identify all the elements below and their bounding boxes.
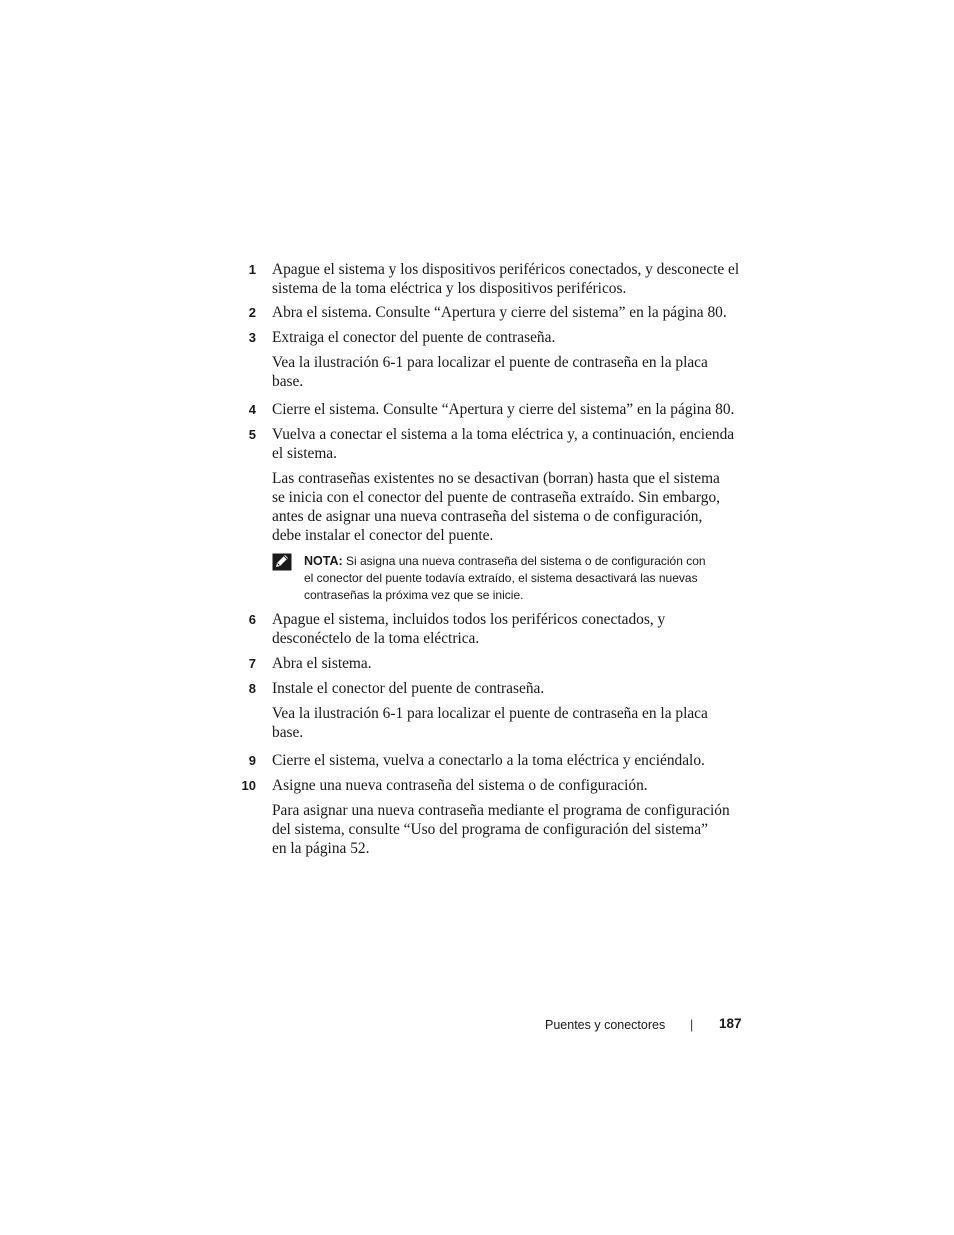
step-number: 9 xyxy=(248,753,256,768)
step-text xyxy=(272,425,742,463)
step-text xyxy=(272,400,742,419)
step-number: 10 xyxy=(241,778,256,793)
text-line: sistema de la toma eléctrica y los dispositivos periféricos. xyxy=(272,280,627,297)
step-text xyxy=(272,679,742,698)
text-line: Abra el sistema. Consulte “Apertura y cierre del sistema” en la página 80. xyxy=(272,304,727,321)
step-number: 1 xyxy=(248,262,256,277)
step-number: 4 xyxy=(248,402,256,417)
footer-section-title: Puentes y conectores xyxy=(545,1018,666,1032)
text-line: desconéctelo de la toma eléctrica. xyxy=(272,630,480,647)
pencil-note-icon xyxy=(272,553,292,571)
step-text xyxy=(272,776,742,795)
text-line: el sistema. xyxy=(272,445,337,462)
text-line: del sistema, consulte “Uso del programa de configuración del sistema” xyxy=(272,821,708,838)
text-line: se inicia con el conector del puente de contraseña extraído. Sin embargo, xyxy=(272,489,721,506)
step-number: 2 xyxy=(248,305,256,320)
note-line: Si asigna una nueva contraseña del sistema o de configuración con xyxy=(346,554,706,568)
text-line: Apague el sistema y los dispositivos periféricos conectados, y desconecte el xyxy=(272,261,740,278)
text-line: Instale el conector del puente de contraseña. xyxy=(272,680,545,697)
text-line: debe instalar el conector del puente. xyxy=(272,527,494,544)
text-line: Vea la ilustración 6-1 para localizar el puente de contraseña en la placa xyxy=(272,705,708,722)
text-line: Cierre el sistema. Consulte “Apertura y cierre del sistema” en la página 80. xyxy=(272,401,735,418)
step-text xyxy=(272,328,742,347)
paragraph xyxy=(272,801,742,858)
text-line: Extraiga el conector del puente de contraseña. xyxy=(272,329,556,346)
step-text xyxy=(272,610,742,648)
step-number: 8 xyxy=(248,681,256,696)
paragraph xyxy=(272,469,742,545)
text-line: antes de asignar una nueva contraseña del sistema o de configuración, xyxy=(272,508,703,525)
step-text xyxy=(272,654,742,673)
footer-separator: | xyxy=(690,1018,694,1032)
text-line: en la página 52. xyxy=(272,840,370,857)
text-line: Vuelva a conectar el sistema a la toma eléctrica y, a continuación, encienda xyxy=(272,426,735,443)
step-number: 7 xyxy=(248,656,256,671)
step-text xyxy=(272,260,742,298)
text-line: Cierre el sistema, vuelva a conectarlo a la toma eléctrica y enciéndalo. xyxy=(272,752,705,769)
note xyxy=(304,553,744,604)
text-line: Abra el sistema. xyxy=(272,655,372,672)
page-number: 187 xyxy=(719,1016,742,1031)
text-line: Para asignar una nueva contraseña mediante el programa de configuración xyxy=(272,802,730,819)
text-line: Las contraseñas existentes no se desactivan (borran) hasta que el sistema xyxy=(272,470,720,487)
paragraph xyxy=(272,353,742,391)
step-number: 3 xyxy=(248,330,256,345)
text-line: Apague el sistema, incluidos todos los periféricos conectados, y xyxy=(272,611,666,628)
step-text xyxy=(272,751,742,770)
step-number: 6 xyxy=(248,612,256,627)
text-line xyxy=(304,553,744,570)
step-number: 5 xyxy=(248,427,256,442)
note-label: NOTA: xyxy=(304,554,343,568)
text-line: base. xyxy=(272,373,304,390)
note-line: el conector del puente todavía extraído, el sistema desactivará las nuevas xyxy=(304,571,698,585)
text-line: Vea la ilustración 6-1 para localizar el puente de contraseña en la placa xyxy=(272,354,708,371)
text-line: base. xyxy=(272,724,304,741)
text-line: Asigne una nueva contraseña del sistema o de configuración. xyxy=(272,777,648,794)
paragraph xyxy=(272,704,742,742)
note-line: contraseñas la próxima vez que se inicie. xyxy=(304,588,524,602)
step-text xyxy=(272,303,742,322)
